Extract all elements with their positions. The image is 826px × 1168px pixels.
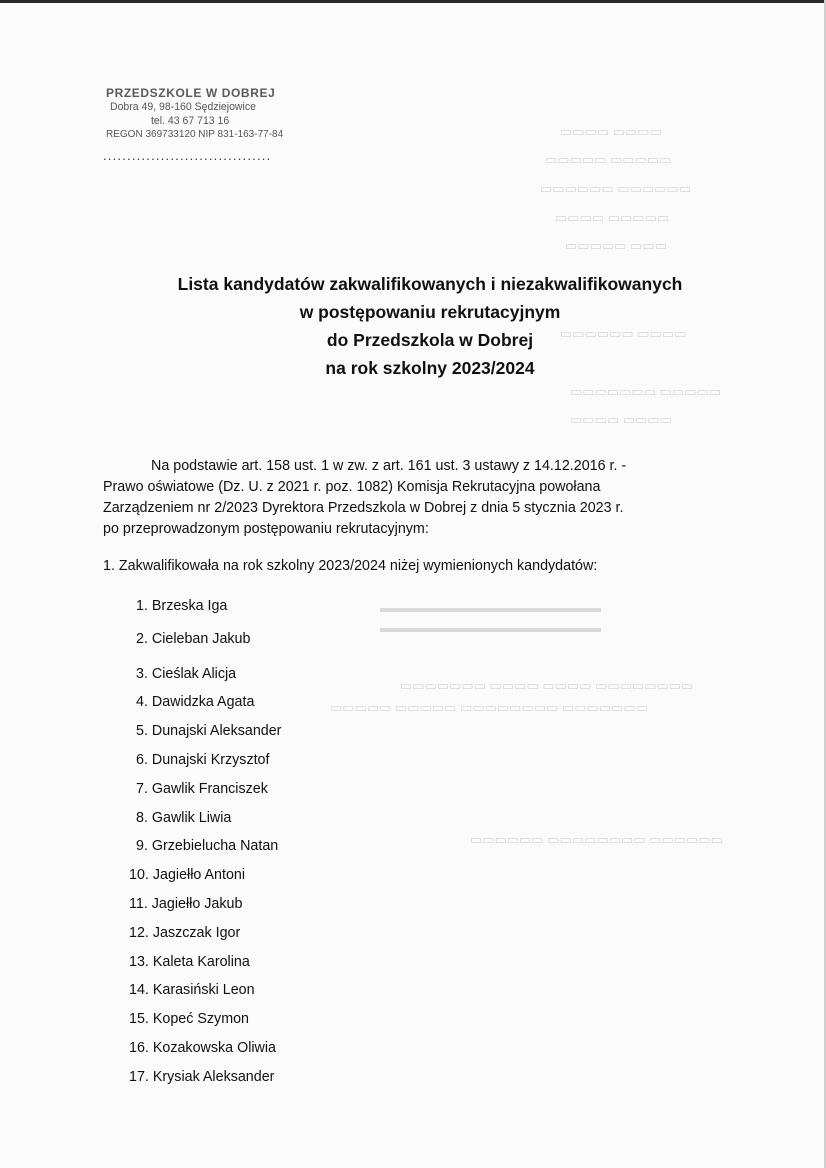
list-item: 2. Cieleban Jakub [136, 631, 251, 647]
list-item: 3. Cieślak Alicja [136, 666, 237, 682]
stamp-name: PRZEDSZKOLE W DOBREJ [106, 86, 276, 100]
intro-line-4: po przeprowadzonym postępowaniu rekrutacyjnym: [103, 521, 429, 537]
list-item: 9. Grzebielucha Natan [136, 838, 279, 854]
title-line-1: Lista kandydatów zakwalifikowanych i niezakwalifikowanych [177, 274, 683, 294]
section-1-heading: 1. Zakwalifikowała na rok szkolny 2023/2024 niżej wymienionych kandydatów: [103, 558, 598, 574]
stamp-address: Dobra 49, 98-160 Sędziejowice [110, 100, 256, 114]
list-item: 10. Jagiełło Antoni [129, 867, 246, 883]
document-title [100, 270, 760, 382]
intro-paragraph [103, 456, 723, 540]
stamp-signature-line: ................................... [103, 148, 272, 163]
list-item: 7. Gawlik Franciszek [136, 781, 268, 797]
title-line-2: w postępowaniu rekrutacyjnym [299, 302, 561, 322]
title-line-4: na rok szkolny 2023/2024 [325, 358, 535, 378]
list-item: 6. Dunajski Krzysztof [136, 752, 270, 768]
stamp-ids: REGON 369733120 NIP 831-163-77-84 [106, 128, 284, 141]
intro-line-1: Na podstawie art. 158 ust. 1 w zw. z art. 161 ust. 3 ustawy z 14.12.2016 r. - [151, 458, 627, 474]
list-item: 5. Dunajski Aleksander [136, 723, 282, 739]
scan-top-edge [0, 0, 826, 3]
school-stamp [106, 86, 283, 142]
list-item: 1. Brzeska Iga [136, 598, 228, 614]
list-item: 13. Kaleta Karolina [129, 954, 250, 970]
intro-line-3: Zarządzeniem nr 2/2023 Dyrektora Przedszkola w Dobrej z dnia 5 stycznia 2023 r. [103, 500, 624, 516]
list-item: 15. Kopeć Szymon [129, 1011, 250, 1027]
list-item: 8. Gawlik Liwia [136, 810, 232, 826]
list-item: 14. Karasiński Leon [129, 982, 255, 998]
stamp-phone: tel. 43 67 713 16 [151, 114, 230, 128]
list-item: 11. Jagiełło Jakub [129, 896, 243, 912]
list-item: 17. Krysiak Aleksander [129, 1069, 275, 1085]
intro-line-2: Prawo oświatowe (Dz. U. z 2021 r. poz. 1082) Komisja Rekrutacyjna powołana [103, 479, 601, 495]
list-item: 16. Kozakowska Oliwia [129, 1040, 277, 1056]
list-item: 4. Dawidzka Agata [136, 694, 255, 710]
list-item: 12. Jaszczak Igor [129, 925, 241, 941]
title-line-3: do Przedszkola w Dobrej [326, 330, 534, 350]
